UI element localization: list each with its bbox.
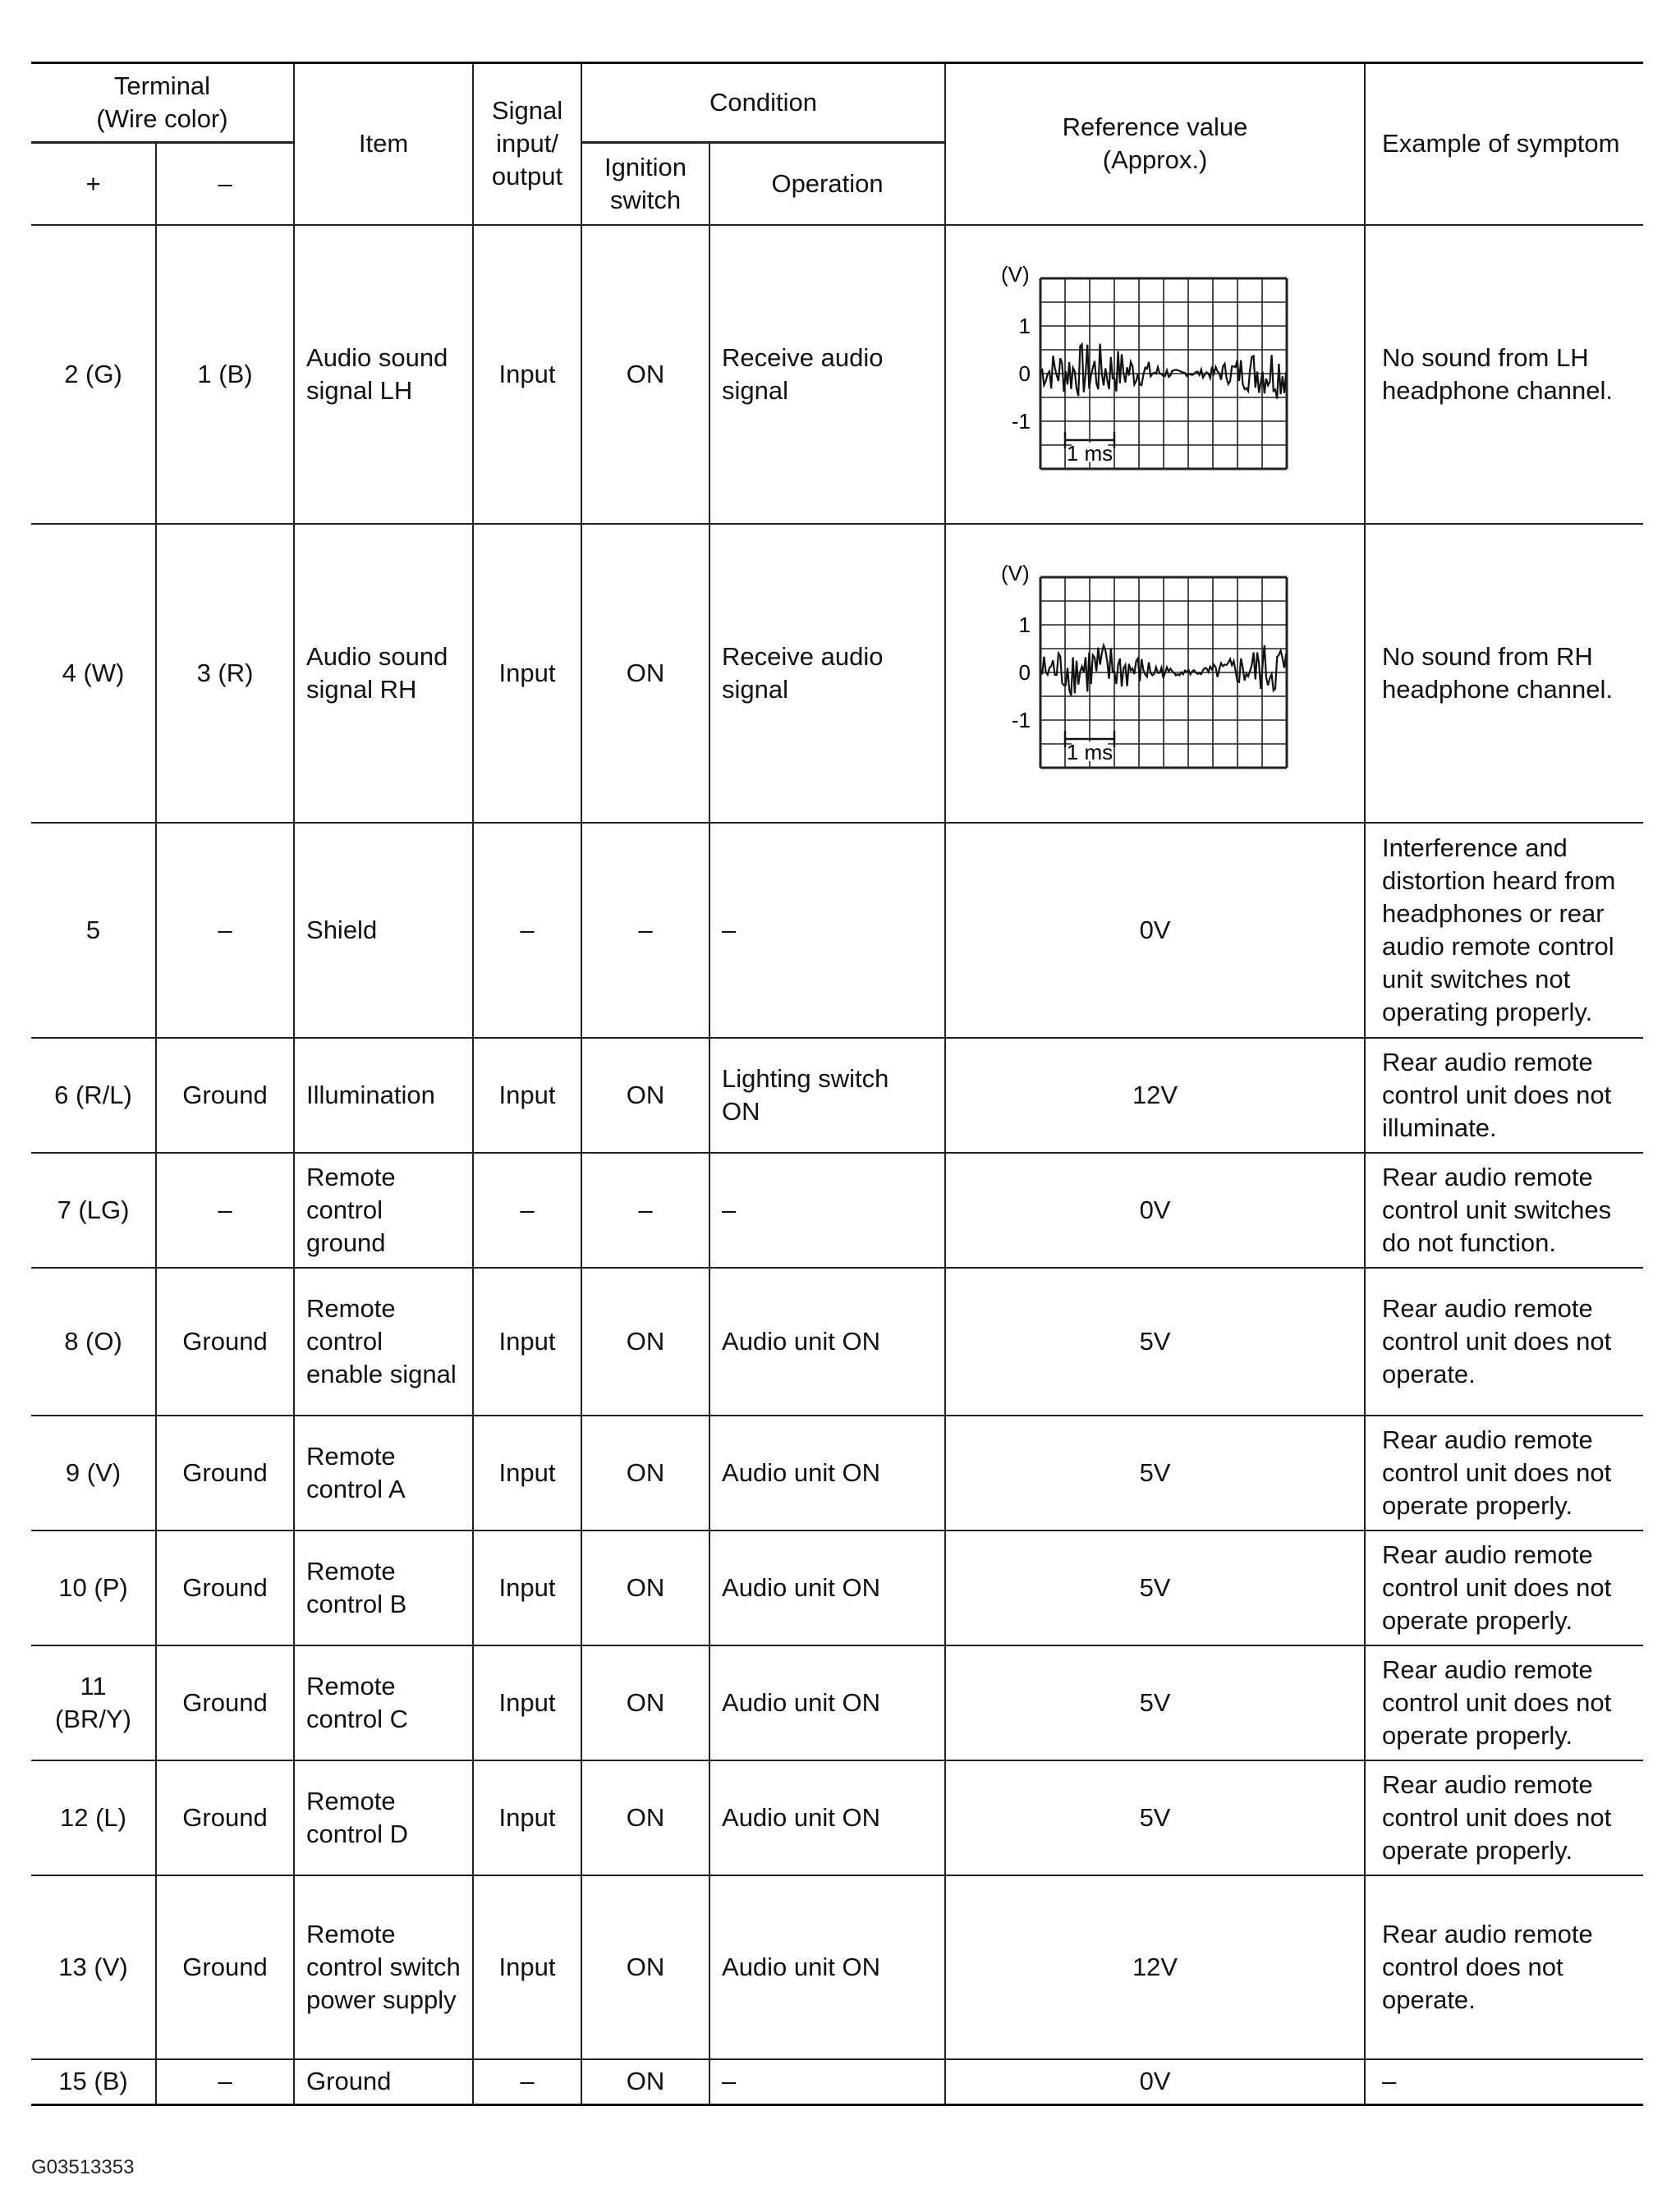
table-row: [31, 1153, 1643, 1268]
figure-code: G03513353: [31, 2156, 135, 2178]
item-cell: Remote control enable signal: [294, 1268, 473, 1416]
terminal-plus-cell: 4 (W): [31, 524, 156, 823]
scope-unit-label: (V): [1000, 562, 1030, 585]
scope-unit-label: (V): [1000, 263, 1030, 287]
terminal-minus-cell: Ground: [156, 1531, 294, 1645]
terminal-minus-cell: Ground: [156, 1038, 294, 1153]
symptom-cell: Rear audio remote control unit does not illuminate.: [1365, 1038, 1643, 1153]
operation-header: Operation: [709, 143, 945, 225]
symptom-cell: Rear audio remote control unit switches do not function.: [1365, 1153, 1643, 1268]
condition-header: Condition: [581, 63, 945, 143]
ignition-switch-cell: ON: [581, 225, 709, 524]
table-row: [31, 1760, 1643, 1875]
terminal-label: Terminal: [113, 71, 211, 100]
ignition-switch-cell: ON: [581, 1531, 709, 1645]
reference-value-header: Reference value (Approx.): [945, 63, 1365, 225]
symptom-cell: Rear audio remote control unit does not operate properly.: [1365, 1416, 1643, 1531]
terminal-plus-cell: 2 (G): [31, 225, 156, 524]
scope-time-label: 1 ms: [1066, 739, 1113, 764]
symptom-cell: Rear audio remote control unit does not operate properly.: [1365, 1645, 1643, 1760]
signal-io-cell: Input: [473, 524, 581, 823]
table-row: [31, 1416, 1643, 1531]
reference-value-cell: 5V: [945, 1760, 1365, 1875]
terminal-minus-cell: Ground: [156, 1645, 294, 1760]
terminal-minus-cell: Ground: [156, 1875, 294, 2059]
scope-time-label: 1 ms: [1066, 440, 1113, 466]
scope-y-tick: -1: [1011, 408, 1031, 434]
item-cell: Remote control D: [294, 1760, 473, 1875]
terminal-plus-cell: 8 (O): [31, 1268, 156, 1416]
symptom-cell: Rear audio remote control unit does not operate.: [1365, 1268, 1643, 1416]
signal-io-cell: Input: [473, 1038, 581, 1153]
reference-value-cell: [945, 225, 1365, 524]
operation-cell: –: [709, 823, 945, 1038]
terminal-header: [31, 63, 294, 143]
terminal-spec-table: [31, 62, 1643, 2106]
terminal-plus-cell: 9 (V): [31, 1416, 156, 1531]
terminal-minus-cell: –: [156, 823, 294, 1038]
ignition-switch-cell: ON: [581, 1760, 709, 1875]
terminal-minus-cell: 3 (R): [156, 524, 294, 823]
reference-value-cell: 0V: [945, 823, 1365, 1038]
wire-color-label: (Wire color): [96, 104, 228, 133]
minus-header: –: [156, 143, 294, 225]
symptom-cell: Rear audio remote control unit does not operate properly.: [1365, 1760, 1643, 1875]
signal-io-cell: –: [473, 2059, 581, 2105]
ignition-switch-header: Ignition switch: [581, 143, 709, 225]
operation-cell: –: [709, 1153, 945, 1268]
reference-value-cell: 5V: [945, 1268, 1365, 1416]
terminal-plus-cell: 13 (V): [31, 1875, 156, 2059]
reference-value-cell: 5V: [945, 1531, 1365, 1645]
table-row: [31, 524, 1643, 823]
operation-cell: Audio unit ON: [709, 1416, 945, 1531]
terminal-plus-cell: 15 (B): [31, 2059, 156, 2105]
symptom-cell: No sound from LH headphone channel.: [1365, 225, 1643, 524]
signal-io-cell: Input: [473, 1875, 581, 2059]
signal-io-cell: Input: [473, 225, 581, 524]
terminal-minus-cell: –: [156, 1153, 294, 1268]
operation-cell: –: [709, 2059, 945, 2105]
ignition-switch-cell: ON: [581, 1645, 709, 1760]
item-header: Item: [294, 63, 473, 225]
table-row: [31, 823, 1643, 1038]
item-cell: Remote control ground: [294, 1153, 473, 1268]
item-cell: Remote control switch power supply: [294, 1875, 473, 2059]
item-cell: Audio sound signal LH: [294, 225, 473, 524]
symptom-cell: Rear audio remote control does not operate.: [1365, 1875, 1643, 2059]
scope-y-tick: 1: [1018, 612, 1031, 637]
item-cell: Remote control A: [294, 1416, 473, 1531]
reference-value-cell: [945, 524, 1365, 823]
table-row: [31, 1038, 1643, 1153]
ignition-switch-cell: ON: [581, 1416, 709, 1531]
ignition-switch-cell: ON: [581, 1268, 709, 1416]
signal-io-cell: Input: [473, 1268, 581, 1416]
reference-value-cell: 12V: [945, 1875, 1365, 2059]
item-cell: Shield: [294, 823, 473, 1038]
signal-io-cell: –: [473, 823, 581, 1038]
operation-cell: Audio unit ON: [709, 1645, 945, 1760]
symptom-cell: Rear audio remote control unit does not operate properly.: [1365, 1531, 1643, 1645]
ignition-switch-cell: ON: [581, 1875, 709, 2059]
signal-io-cell: Input: [473, 1645, 581, 1760]
item-cell: Ground: [294, 2059, 473, 2105]
symptom-cell: –: [1365, 2059, 1643, 2105]
terminal-minus-cell: Ground: [156, 1760, 294, 1875]
item-cell: Audio sound signal RH: [294, 524, 473, 823]
signal-io-cell: Input: [473, 1531, 581, 1645]
operation-cell: Audio unit ON: [709, 1531, 945, 1645]
oscilloscope-waveform: [999, 562, 1311, 776]
table-row: [31, 1875, 1643, 2059]
terminal-minus-cell: 1 (B): [156, 225, 294, 524]
scope-y-tick: 0: [1018, 659, 1031, 685]
scope-y-tick: 0: [1018, 360, 1031, 386]
reference-value-cell: 0V: [945, 2059, 1365, 2105]
ignition-switch-cell: –: [581, 1153, 709, 1268]
signal-io-cell: Input: [473, 1416, 581, 1531]
ignition-switch-cell: ON: [581, 524, 709, 823]
scope-y-tick: -1: [1011, 707, 1031, 732]
ignition-switch-cell: ON: [581, 1038, 709, 1153]
reference-value-cell: 0V: [945, 1153, 1365, 1268]
symptom-cell: Interference and distortion heard from headphones or rear audio remote control unit switches not operating properly.: [1365, 823, 1643, 1038]
terminal-plus-cell: 5: [31, 823, 156, 1038]
terminal-plus-cell: 6 (R/L): [31, 1038, 156, 1153]
terminal-minus-cell: Ground: [156, 1268, 294, 1416]
operation-cell: Audio unit ON: [709, 1875, 945, 2059]
scope-y-tick: 1: [1018, 313, 1031, 338]
terminal-plus-cell: 12 (L): [31, 1760, 156, 1875]
table-row: [31, 1645, 1643, 1760]
terminal-plus-cell: 11 (BR/Y): [31, 1645, 156, 1760]
symptom-header: Example of symptom: [1365, 63, 1643, 225]
symptom-cell: No sound from RH headphone channel.: [1365, 524, 1643, 823]
operation-cell: Lighting switch ON: [709, 1038, 945, 1153]
terminal-minus-cell: Ground: [156, 1416, 294, 1531]
ignition-switch-cell: ON: [581, 2059, 709, 2105]
reference-value-cell: 5V: [945, 1645, 1365, 1760]
signal-io-cell: Input: [473, 1760, 581, 1875]
oscilloscope-waveform: [999, 264, 1311, 477]
operation-cell: Receive audio signal: [709, 524, 945, 823]
reference-value-cell: 5V: [945, 1416, 1365, 1531]
item-cell: Remote control C: [294, 1645, 473, 1760]
item-cell: Illumination: [294, 1038, 473, 1153]
item-cell: Remote control B: [294, 1531, 473, 1645]
table-row: [31, 1268, 1643, 1416]
table-row: [31, 225, 1643, 524]
operation-cell: Audio unit ON: [709, 1760, 945, 1875]
table-row: [31, 1531, 1643, 1645]
ignition-switch-cell: –: [581, 823, 709, 1038]
operation-cell: Audio unit ON: [709, 1268, 945, 1416]
signal-io-header: Signal input/ output: [473, 63, 581, 225]
signal-io-cell: –: [473, 1153, 581, 1268]
plus-header: +: [31, 143, 156, 225]
terminal-minus-cell: –: [156, 2059, 294, 2105]
terminal-plus-cell: 7 (LG): [31, 1153, 156, 1268]
terminal-plus-cell: 10 (P): [31, 1531, 156, 1645]
table-row: [31, 2059, 1643, 2105]
reference-value-cell: 12V: [945, 1038, 1365, 1153]
operation-cell: Receive audio signal: [709, 225, 945, 524]
